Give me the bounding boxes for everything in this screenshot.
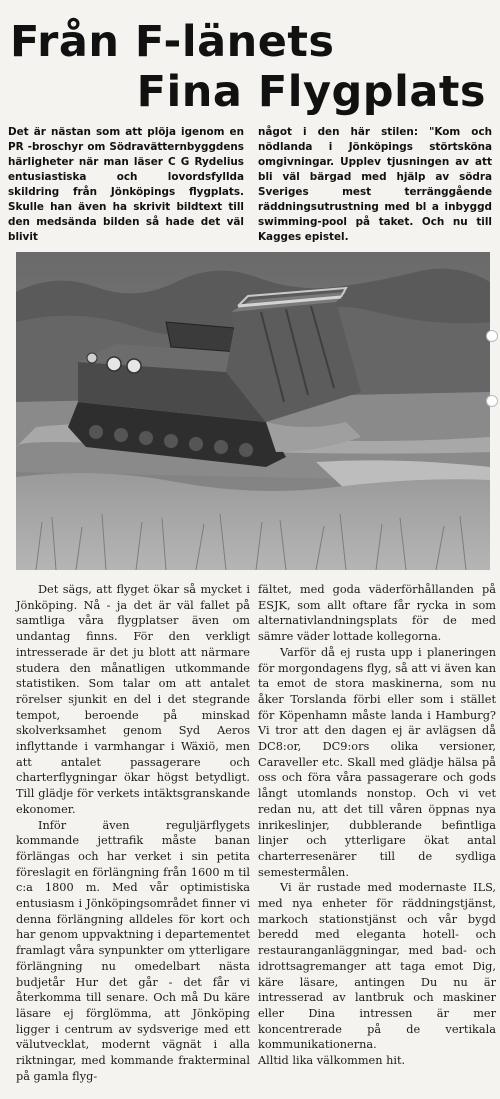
rescue-vehicle-photo [16,252,490,570]
intro-column-right: något i den här stilen: "Kom och nödlanda i Jönköpings störtsköna omgivningar. Upplev tjusningen av att bli väl bärgad med hjälp av södra Sveriges mest terränggående räddningsutrustning med bl a inbyggd swimming-pool på taket. Och nu till Kagges epistel. [258,126,492,243]
binder-punch-hole [486,395,498,407]
body-paragraph: Det sägs, att flyget ökar så mycket i Jönköping. Nå - ja det är väl fallet på samtliga våra flygplatser även om undantag finns. För den verkligt intresserade är det ju blott att närmare studera den månatligen utkommande statistiken. Som talar om att antalet rörelser sjunkit en del i det stegrande tempot, beroende på minskad skolverksamhet genom Syd Aeros inflyttande i varmhangar i Wäxiö, men att antalet passagerare och charterflygningar ökar högst betydligt. Till glädje för verkets intäktsgranskande ekonomer. [16,583,250,816]
body-paragraph: Varför då ej rusta upp i planeringen för morgondagens flyg, så att vi även kan ta emot de stora maskinerna, som nu åker Torslanda förbi eller som i stället för Köpenhamn måste landa i Hamburg? Vi tror att den dagen ej är avlägsen då DC8:or, DC9:ors olika versioner, Caraveller etc. Skall med glädje hälsa på oss och föra våra passagerare och gods långt utomlands nonstop. Och vi vet redan nu, att det till våren öppnas nya inrikeslinjer, dubblerande befintliga linjer och ytterligare ökat antal charterresenärer till de sydliga semestermålen. [258,645,496,879]
headline-line-2: Fina Flygplats [136,67,486,117]
body-paragraph: Inför även reguljärflygets kommande jettrafik måste banan förlängas och har verket i sin petita föreslagit en förlängning från 1600 m til c:a 1800 m. Med vår optimistiska entusiasm i Jönköpingsområdet finner vi denna förlängning alldeles för kort och har genom uppvaktning i departementet framlagt våra synpunkter om ytterligare förlängning nu omedelbart nästa budjetår Hur det går - det får vi återkomma till senare. Och må Du käre läsare ej förglömma, att Jönköping ligger i centrum av sydsverige med ett välutvecklat, modernt vägnät i alla riktningar, med kommande frakterminal på gamla flyg- [16,818,250,1083]
tracked-vehicle-illustration [16,252,490,570]
headline-line-1: Från F-länets [10,17,335,67]
body-paragraph: Alltid lika välkommen hit. [258,1054,406,1068]
intro-column-left: Det är nästan som att plöja igenom en PR -broschyr om Södravätternbyggdens härligheter när man läser C G Rydelius entusiastiska och lovordsfyllda skildring från Jönköpings flygplats. Skulle han även ha skrivit bildtext till den medsända bilden så hade det väl blivit [8,126,244,243]
body-column-right [258,582,496,1069]
binder-punch-hole [486,330,498,342]
body-paragraph: fältet, med goda väderförhållanden på ESJK, som allt oftare får rycka in som alternativlandningsplats för de med sämre väder lottade kollegorna. [258,583,496,644]
body-column-left [16,582,250,1085]
body-paragraph: Vi är rustade med modernaste ILS, med nya enheter för räddningstjänst, markoch stationstjänst och vår bygd beredd med eleganta hotell- och restauranganläggningar, med bad- och idrottsagremanger att taga emot Dig, käre läsare, antingen Du nu är intresserad av lantbruk och maskiner eller Dina intressen är mer koncentrerade på de vertikala kommunikationerna. [258,881,496,1052]
